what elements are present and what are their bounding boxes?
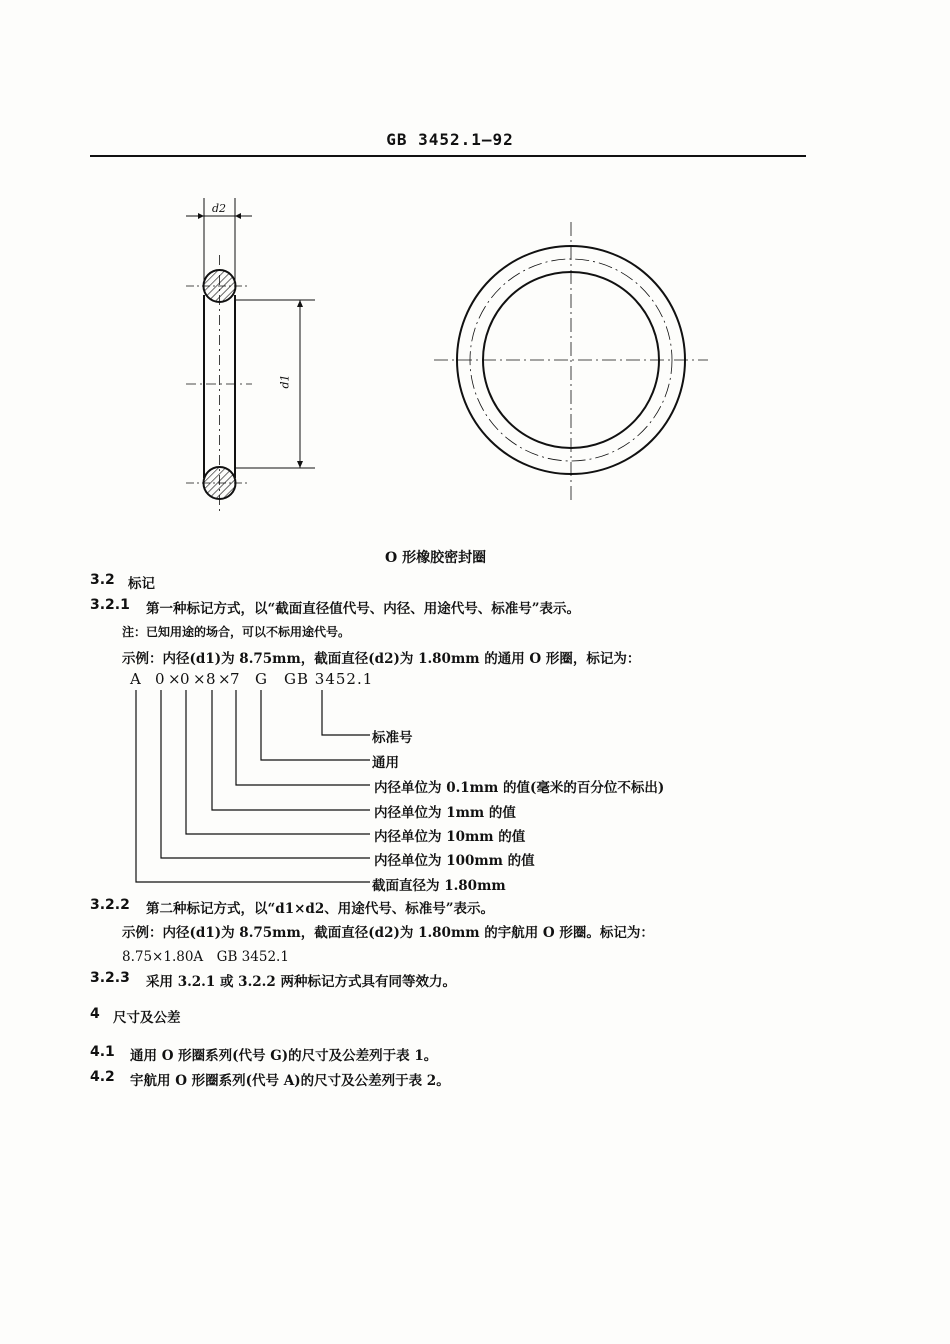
mark-label-section-diameter: 截面直径为 1.80mm [372, 878, 506, 894]
marking-leaders [136, 690, 370, 882]
section-3-2-1-note: 注：已知用途的场合，可以不标用途代号。 [122, 625, 351, 639]
mark-label-standard: 标准号 [372, 730, 413, 746]
section-4-1-number: 4.1 [90, 1044, 115, 1060]
section-4-2-number: 4.2 [90, 1069, 115, 1085]
ring-front-view [434, 222, 708, 500]
section-3-2-1-example: 示例：内径(d1)为 8.75mm，截面直径(d2)为 1.80mm 的通用 O 形圈，标记为： [122, 651, 641, 667]
mark-char-units: 8 [206, 670, 217, 688]
section-3-2-number: 3.2 [90, 572, 115, 588]
mark-standard-number: GB 3452.1 [284, 670, 374, 688]
section-4-2-text: 宇航用 O 形圈系列(代号 A)的尺寸及公差列于表 2。 [130, 1073, 450, 1089]
mark-label-general: 通用 [372, 755, 399, 771]
document-number: GB 3452.1—92 [386, 130, 514, 149]
section-4-number: 4 [90, 1006, 100, 1022]
section-3-2-2-number: 3.2.2 [90, 897, 130, 913]
mark-label-tens: 内径单位为 10mm 的值 [374, 829, 526, 845]
figure-caption: O 形橡胶密封圈 [385, 550, 487, 566]
mark-char-hundreds: 0 [155, 670, 166, 688]
ring-side-view [186, 198, 315, 515]
section-3-2-2-example-value: 8.75×1.80A GB 3452.1 [122, 949, 289, 965]
section-4-title: 尺寸及公差 [113, 1010, 181, 1026]
mark-char-a: A [130, 670, 142, 688]
label-d2: d2 [212, 202, 227, 215]
mark-label-units: 内径单位为 1mm 的值 [374, 805, 516, 821]
section-3-2-title: 标记 [128, 576, 155, 592]
mark-char-times-1: × [168, 670, 182, 688]
section-4-1-text: 通用 O 形圈系列(代号 G)的尺寸及公差列于表 1。 [130, 1048, 438, 1064]
section-3-2-1-text: 第一种标记方式，以“截面直径值代号、内径、用途代号、标准号”表示。 [146, 601, 581, 617]
label-d1: d1 [278, 374, 292, 389]
mark-char-tens: 0 [180, 670, 191, 688]
mark-char-tenths: 7 [230, 670, 241, 688]
mark-char-times-2: × [193, 670, 207, 688]
mark-char-g: G [255, 670, 268, 688]
section-3-2-1-number: 3.2.1 [90, 597, 130, 613]
section-3-2-3-number: 3.2.3 [90, 970, 130, 986]
mark-label-tenths: 内径单位为 0.1mm 的值(毫米的百分位不标出) [374, 780, 665, 796]
section-3-2-3-text: 采用 3.2.1 或 3.2.2 两种标记方式具有同等效力。 [146, 974, 456, 990]
section-3-2-2-text: 第二种标记方式，以“d1×d2、用途代号、标准号”表示。 [146, 901, 495, 917]
mark-label-hundreds: 内径单位为 100mm 的值 [374, 853, 535, 869]
mark-char-times-3: × [218, 670, 232, 688]
section-3-2-2-example: 示例：内径(d1)为 8.75mm，截面直径(d2)为 1.80mm 的宇航用 O 形圈。标记为： [122, 925, 654, 941]
